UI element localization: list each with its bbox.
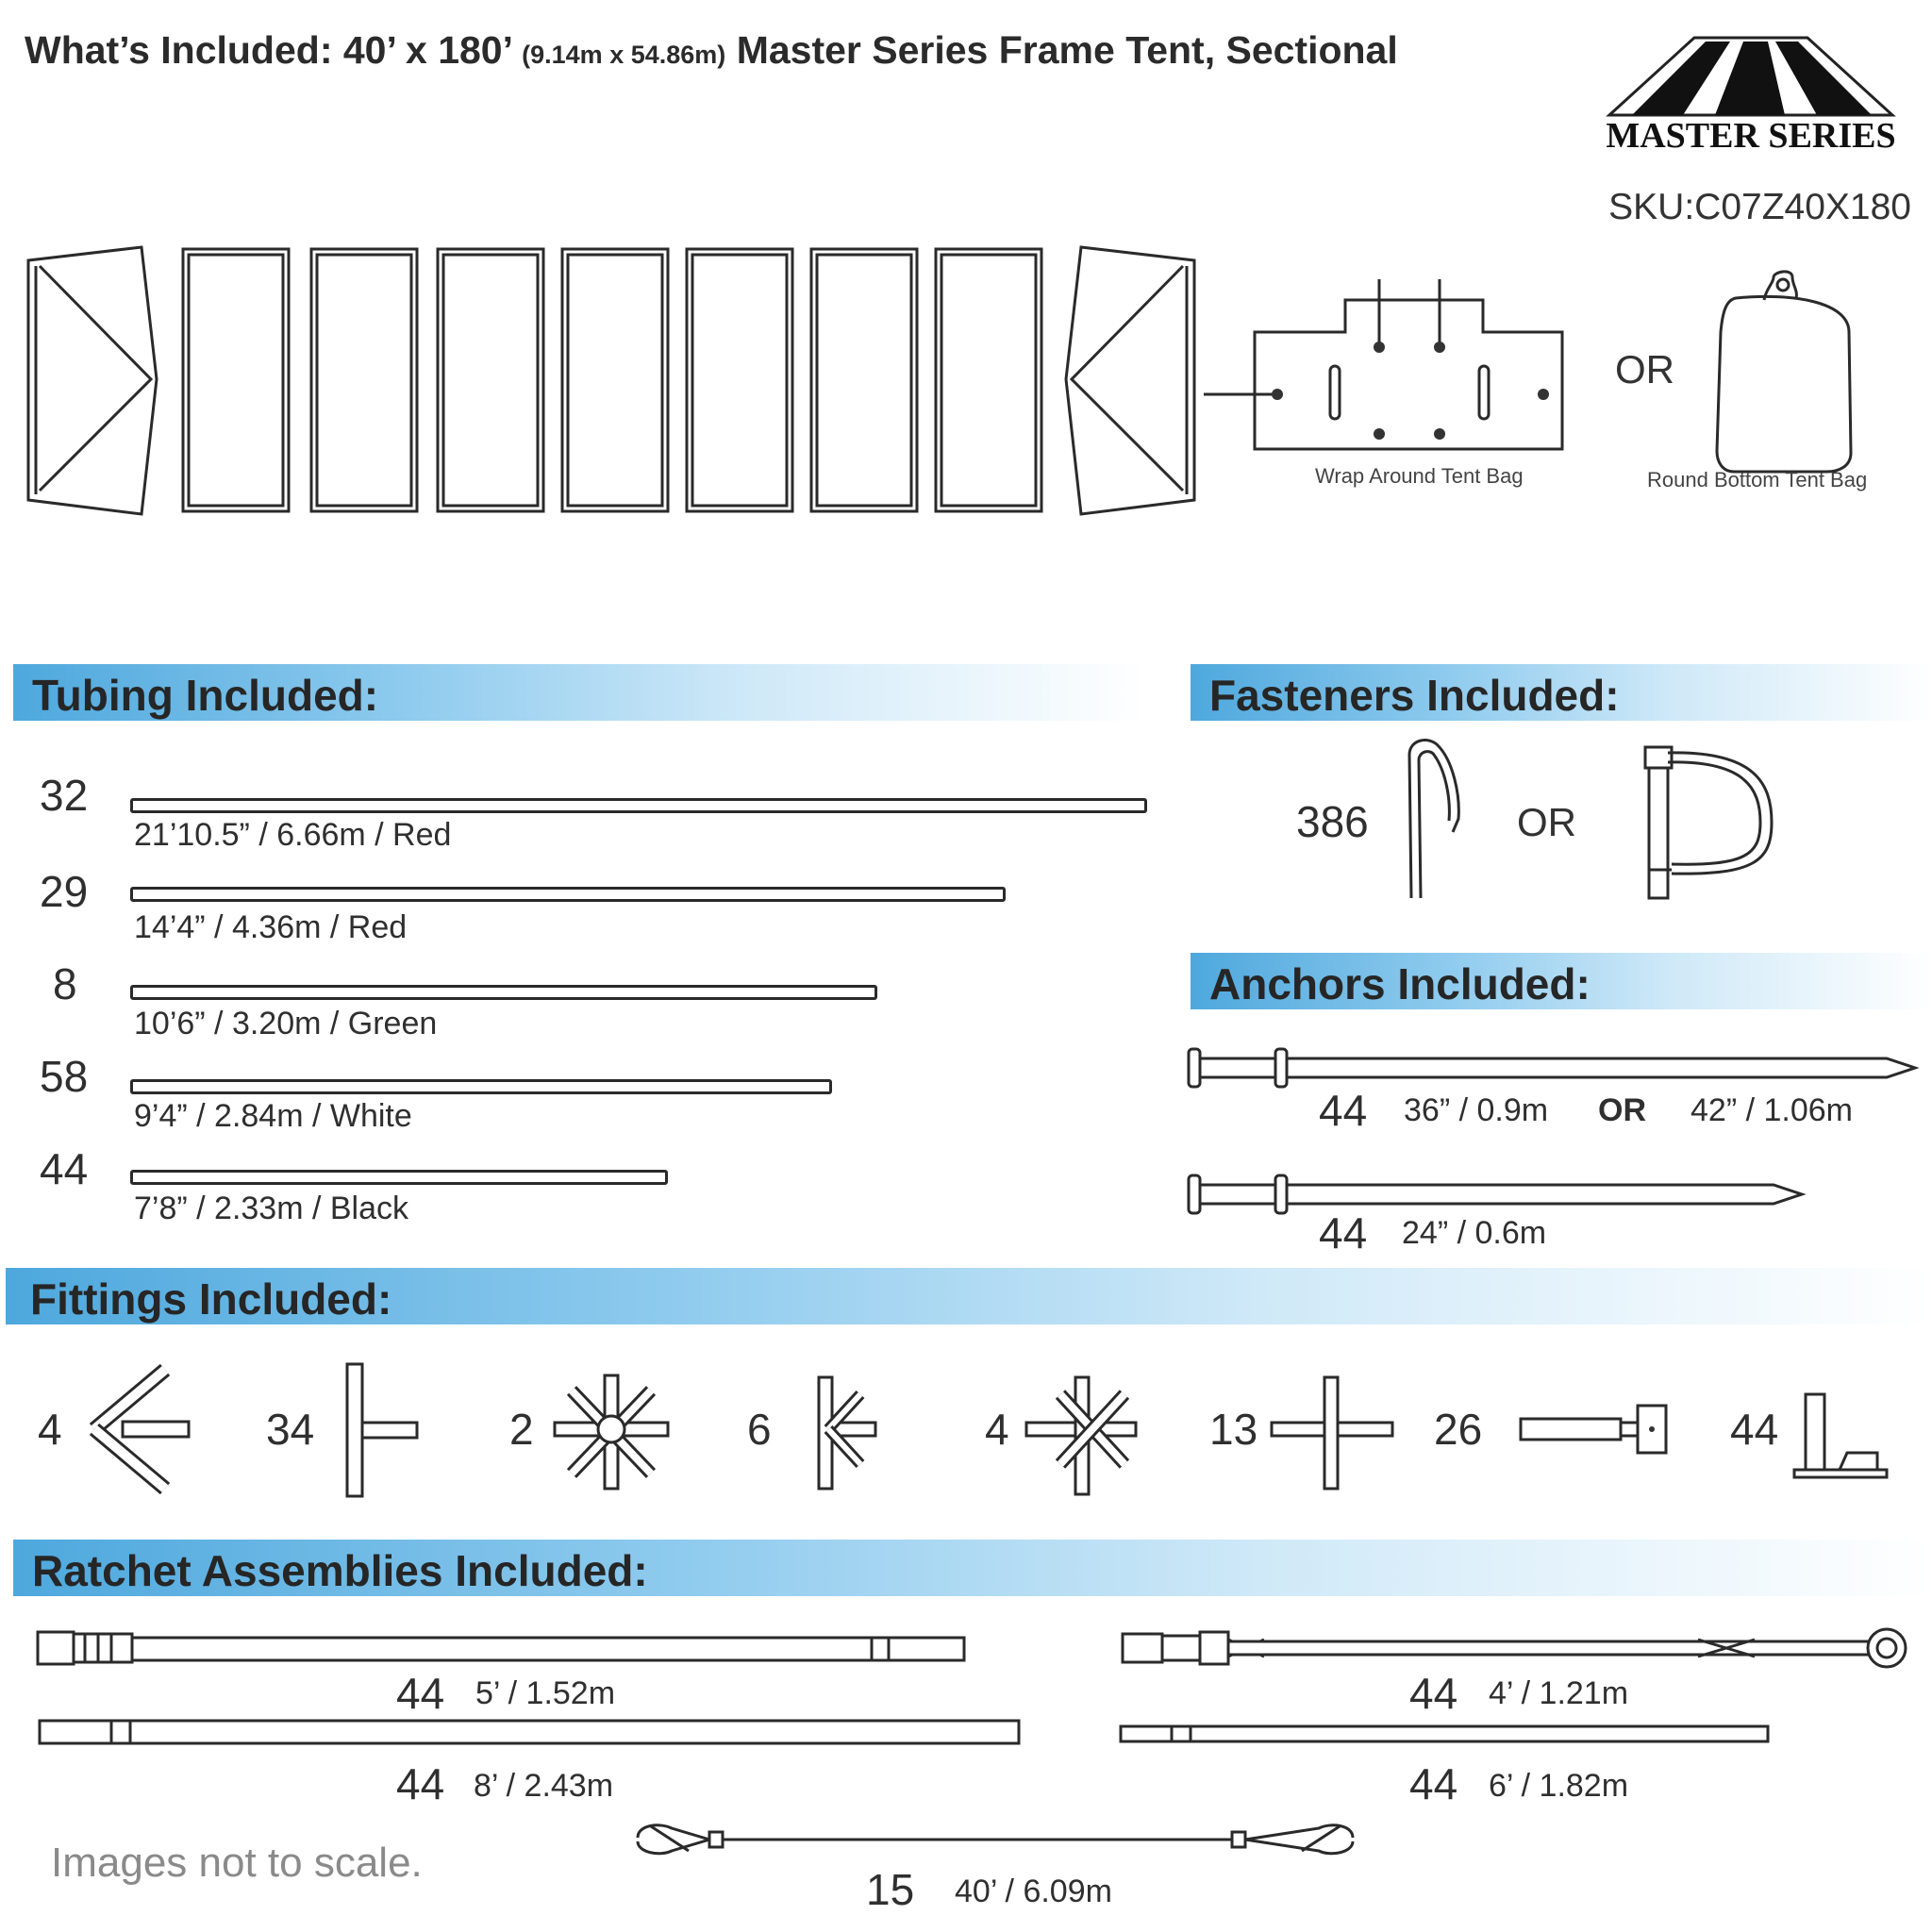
wrap-around-bag-label: Wrap Around Tent Bag bbox=[1315, 464, 1524, 488]
tubing-label: 7’8” / 2.33m / Black bbox=[134, 1191, 409, 1226]
ratchet-qty: 44 bbox=[1409, 1759, 1458, 1808]
anchor-label-a: 24” / 0.6m bbox=[1402, 1215, 1547, 1251]
fitting-qty: 4 bbox=[38, 1405, 62, 1454]
ratchet-label: 8’ / 2.43m bbox=[474, 1768, 614, 1804]
fitting-qty: 34 bbox=[266, 1405, 315, 1454]
tubing-qty: 44 bbox=[40, 1144, 89, 1193]
anchor-label-a: 36” / 0.9m bbox=[1404, 1092, 1549, 1128]
strap-8ft-icon bbox=[40, 1721, 1019, 1743]
ratchet-qty: 44 bbox=[396, 1759, 445, 1808]
fitting-qty: 4 bbox=[985, 1405, 1009, 1454]
fasteners-section-title: Fasteners Included: bbox=[1209, 671, 1620, 720]
scale-note: Images not to scale. bbox=[51, 1840, 423, 1886]
tubing-qty: 32 bbox=[40, 771, 89, 820]
tubing-label: 14’4” / 4.36m / Red bbox=[134, 909, 408, 945]
ratchet-qty: 44 bbox=[396, 1669, 445, 1718]
ratchet-qty: 44 bbox=[1409, 1669, 1458, 1718]
tubing-qty: 29 bbox=[40, 867, 89, 916]
fastener-or-label: OR bbox=[1517, 800, 1576, 844]
ratchet-label: 5’ / 1.52m bbox=[475, 1675, 616, 1711]
ratchet-label: 40’ / 6.09m bbox=[955, 1874, 1112, 1909]
tubing-qty: 58 bbox=[40, 1052, 89, 1101]
ratchets-section-title: Ratchet Assemblies Included: bbox=[32, 1546, 648, 1595]
fastener-qty: 386 bbox=[1296, 797, 1369, 846]
ratchet-qty: 15 bbox=[866, 1865, 915, 1914]
fitting-qty: 44 bbox=[1730, 1405, 1779, 1454]
logo-text: MASTER SERIES bbox=[1606, 116, 1896, 156]
ratchet-label: 6’ / 1.82m bbox=[1489, 1768, 1629, 1804]
ratchet-label: 4’ / 1.21m bbox=[1489, 1675, 1629, 1711]
fitting-qty: 13 bbox=[1209, 1405, 1258, 1454]
title-main: What’s Included: 40’ x 180’ bbox=[25, 28, 511, 72]
strap-6ft-icon bbox=[1121, 1726, 1768, 1741]
anchors-section-title: Anchors Included: bbox=[1209, 959, 1591, 1008]
tubing-section-title: Tubing Included: bbox=[32, 671, 379, 720]
ratchet-5ft-icon bbox=[38, 1632, 964, 1664]
anchor-qty: 44 bbox=[1319, 1208, 1368, 1257]
title-metric: (9.14m x 54.86m) bbox=[522, 41, 726, 69]
tubing-qty: 8 bbox=[53, 959, 77, 1008]
sku-label: SKU:C07Z40X180 bbox=[1608, 187, 1911, 227]
bag-or-label: OR bbox=[1615, 347, 1674, 391]
ratchet-4ft-icon bbox=[1123, 1629, 1906, 1667]
anchor-or-label: OR bbox=[1598, 1092, 1646, 1128]
anchor-label-b: 42” / 1.06m bbox=[1690, 1092, 1853, 1128]
tubing-label: 10’6” / 3.20m / Green bbox=[134, 1006, 438, 1041]
title-product: Master Series Frame Tent, Sectional bbox=[736, 28, 1398, 72]
fitting-qty: 26 bbox=[1434, 1405, 1483, 1454]
cable-40ft-icon bbox=[638, 1825, 1353, 1854]
round-bottom-bag-label: Round Bottom Tent Bag bbox=[1647, 468, 1868, 491]
tubing-label: 21’10.5” / 6.66m / Red bbox=[134, 817, 452, 853]
fitting-qty: 2 bbox=[509, 1405, 534, 1454]
fitting-qty: 6 bbox=[747, 1405, 772, 1454]
fittings-section-title: Fittings Included: bbox=[30, 1274, 392, 1324]
anchor-qty: 44 bbox=[1319, 1086, 1368, 1135]
tubing-label: 9’4” / 2.84m / White bbox=[134, 1098, 412, 1134]
